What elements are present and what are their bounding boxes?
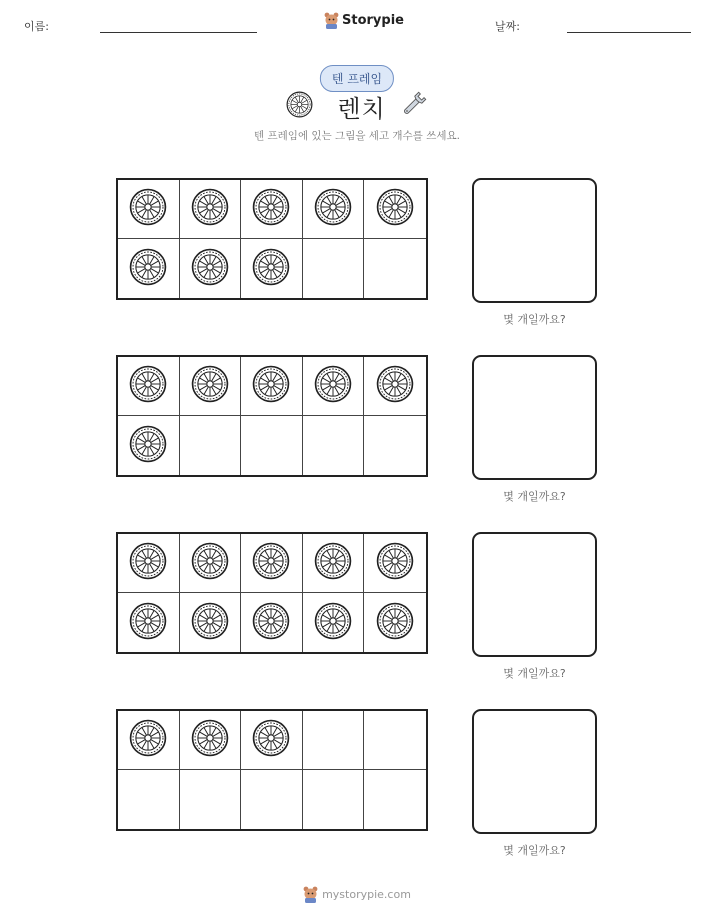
- frame-cell: [364, 239, 426, 298]
- frame-cell: [180, 357, 242, 416]
- frame-cell: [241, 534, 303, 593]
- frame-cell: [241, 180, 303, 239]
- frame-cell: [364, 593, 426, 652]
- wheel-icon: [252, 602, 290, 644]
- wheel-icon: [252, 365, 290, 407]
- wheel-icon: [191, 719, 229, 761]
- wheel-icon: [129, 188, 167, 230]
- frame-cell: [118, 711, 180, 770]
- frame-cell: [180, 770, 242, 829]
- frame-cell: [303, 534, 365, 593]
- name-line[interactable]: [100, 32, 257, 33]
- wheel-icon: [376, 365, 414, 407]
- wheel-icon: [376, 602, 414, 644]
- footer: [0, 886, 714, 903]
- date-label: 날짜:: [495, 20, 520, 33]
- answer-box-2[interactable]: [472, 355, 597, 480]
- wheel-icon: [252, 188, 290, 230]
- wheel-icon: [286, 91, 313, 122]
- storypie-logo: [324, 12, 404, 29]
- frame-cell: [303, 770, 365, 829]
- frame-cell: [118, 239, 180, 298]
- frame-cell: [241, 416, 303, 475]
- frame-cell: [180, 180, 242, 239]
- wheel-icon: [314, 188, 352, 230]
- wheel-icon: [129, 425, 167, 467]
- frame-cell: [118, 770, 180, 829]
- question-2: 몇 개일까요?: [503, 490, 566, 503]
- answer-box-3[interactable]: [472, 532, 597, 657]
- question-1: 몇 개일까요?: [503, 313, 566, 326]
- answer-box-4[interactable]: [472, 709, 597, 834]
- wheel-icon: [191, 248, 229, 290]
- answer-box-1[interactable]: [472, 178, 597, 303]
- ten-frame-badge: 텐 프레임: [320, 65, 394, 92]
- frame-cell: [118, 534, 180, 593]
- wheel-icon: [129, 248, 167, 290]
- date-line[interactable]: [567, 32, 691, 33]
- wheel-icon: [314, 542, 352, 584]
- frame-cell: [241, 239, 303, 298]
- frame-cell: [364, 180, 426, 239]
- wheel-icon: [129, 602, 167, 644]
- frame-cell: [180, 593, 242, 652]
- frame-cell: [303, 416, 365, 475]
- frame-cell: [364, 770, 426, 829]
- wheel-icon: [191, 602, 229, 644]
- frame-cell: [241, 357, 303, 416]
- wheel-icon: [376, 542, 414, 584]
- frame-cell: [180, 416, 242, 475]
- wheel-icon: [252, 542, 290, 584]
- page-title: 렌치: [337, 95, 386, 123]
- ten-frame-2: [116, 355, 428, 477]
- frame-cell: [118, 357, 180, 416]
- wheel-icon: [314, 365, 352, 407]
- frame-cell: [118, 180, 180, 239]
- footer-site: mystorypie.com: [322, 888, 411, 901]
- bear-icon: [303, 886, 318, 903]
- wheel-icon: [191, 542, 229, 584]
- frame-cell: [303, 357, 365, 416]
- frame-cell: [364, 534, 426, 593]
- ten-frame-4: [116, 709, 428, 831]
- wheel-icon: [129, 542, 167, 584]
- frame-cell: [303, 711, 365, 770]
- ten-frame-1: [116, 178, 428, 300]
- frame-cell: [364, 416, 426, 475]
- frame-cell: [303, 239, 365, 298]
- question-3: 몇 개일까요?: [503, 667, 566, 680]
- frame-cell: [364, 711, 426, 770]
- wheel-icon: [376, 188, 414, 230]
- frame-cell: [303, 180, 365, 239]
- name-label: 이름:: [24, 20, 49, 33]
- frame-cell: [303, 593, 365, 652]
- wheel-icon: [191, 188, 229, 230]
- bear-icon: [324, 12, 339, 29]
- wheel-icon: [191, 365, 229, 407]
- frame-cell: [364, 357, 426, 416]
- frame-cell: [180, 239, 242, 298]
- instructions: 텐 프레임에 있는 그림을 세고 개수를 쓰세요.: [254, 130, 460, 142]
- wheel-icon: [252, 719, 290, 761]
- wheel-icon: [129, 719, 167, 761]
- title-row: [0, 89, 714, 124]
- frame-cell: [241, 770, 303, 829]
- wheel-icon: [252, 248, 290, 290]
- frame-cell: [241, 711, 303, 770]
- brand-name: Storypie: [342, 13, 404, 28]
- wheel-icon: [129, 365, 167, 407]
- question-4: 몇 개일까요?: [503, 844, 566, 857]
- wrench-icon: [398, 90, 428, 124]
- frame-cell: [118, 416, 180, 475]
- frame-cell: [180, 534, 242, 593]
- frame-cell: [241, 593, 303, 652]
- frame-cell: [118, 593, 180, 652]
- wheel-icon: [314, 602, 352, 644]
- frame-cell: [180, 711, 242, 770]
- ten-frame-3: [116, 532, 428, 654]
